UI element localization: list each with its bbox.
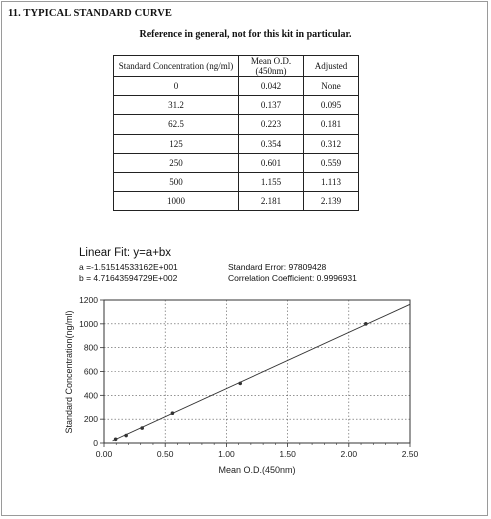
- y-tick-label: 600: [83, 366, 98, 377]
- y-axis-label: Standard Concentration(ng/ml): [64, 310, 74, 434]
- fit-correlation: Correlation Coefficient: 0.9996931: [228, 273, 357, 283]
- data-point: [140, 426, 144, 430]
- table-cell: 0.559: [304, 153, 359, 172]
- fit-b-coefficient: b = 4.71643594729E+002: [79, 273, 178, 283]
- x-tick-label: 1.50: [279, 449, 296, 459]
- table-subtitle: Reference in general, not for this kit in particular.: [139, 29, 352, 40]
- table-cell: 0.223: [239, 115, 304, 134]
- table-cell: 0.354: [239, 134, 304, 153]
- y-tick-label: 800: [83, 342, 98, 353]
- x-tick-label: 0.50: [156, 449, 174, 459]
- table-cell: 1.155: [239, 172, 304, 191]
- table-cell: 500: [114, 172, 239, 191]
- y-tick-label: 0: [93, 438, 98, 448]
- table-cell: 1000: [114, 192, 239, 211]
- y-tick-label: 1000: [79, 318, 98, 329]
- chart-grid: [104, 300, 410, 443]
- data-point: [364, 322, 368, 326]
- x-tick-label: 2.00: [340, 449, 358, 459]
- x-tick-label: 2.50: [401, 449, 419, 459]
- table-cell: 0.137: [239, 96, 304, 115]
- table-cell: 0: [114, 77, 239, 96]
- data-point: [171, 411, 175, 415]
- data-point: [238, 382, 242, 386]
- table-cell: 0.601: [239, 153, 304, 172]
- table-cell: 0.312: [304, 134, 359, 153]
- column-header: Mean O.D.(450nm): [239, 56, 304, 77]
- y-tick-label: 400: [83, 390, 98, 401]
- table-cell: 31.2: [114, 96, 239, 115]
- x-axis-label: Mean O.D.(450nm): [218, 465, 296, 475]
- fit-a-coefficient: a =-1.51514533162E+001: [79, 262, 178, 272]
- table-cell: 0.042: [239, 77, 304, 96]
- section-title: 11. TYPICAL STANDARD CURVE: [8, 8, 173, 19]
- fit-title: Linear Fit: y=a+bx: [79, 247, 172, 259]
- column-header: Adjusted: [304, 56, 359, 77]
- table-cell: 2.139: [304, 192, 359, 211]
- data-point: [114, 437, 118, 441]
- fit-standard-error: Standard Error: 97809428: [228, 262, 327, 272]
- table-cell: 125: [114, 134, 239, 153]
- y-tick-label: 200: [83, 414, 98, 425]
- table-cell: 1.113: [304, 172, 359, 191]
- data-point: [124, 434, 128, 438]
- x-tick-label: 1.00: [218, 449, 235, 459]
- y-tick-label: 1200: [79, 295, 98, 305]
- table-cell: 2.181: [239, 192, 304, 211]
- table-cell: None: [304, 77, 359, 96]
- table-cell: 62.5: [114, 115, 239, 134]
- column-header: Standard Concentration (ng/ml): [114, 56, 239, 77]
- table-cell: 0.095: [304, 96, 359, 115]
- table-cell: 0.181: [304, 115, 359, 134]
- axis-ticks: [79, 295, 418, 459]
- x-tick-label: 0.00: [95, 449, 113, 459]
- table-cell: 250: [114, 153, 239, 172]
